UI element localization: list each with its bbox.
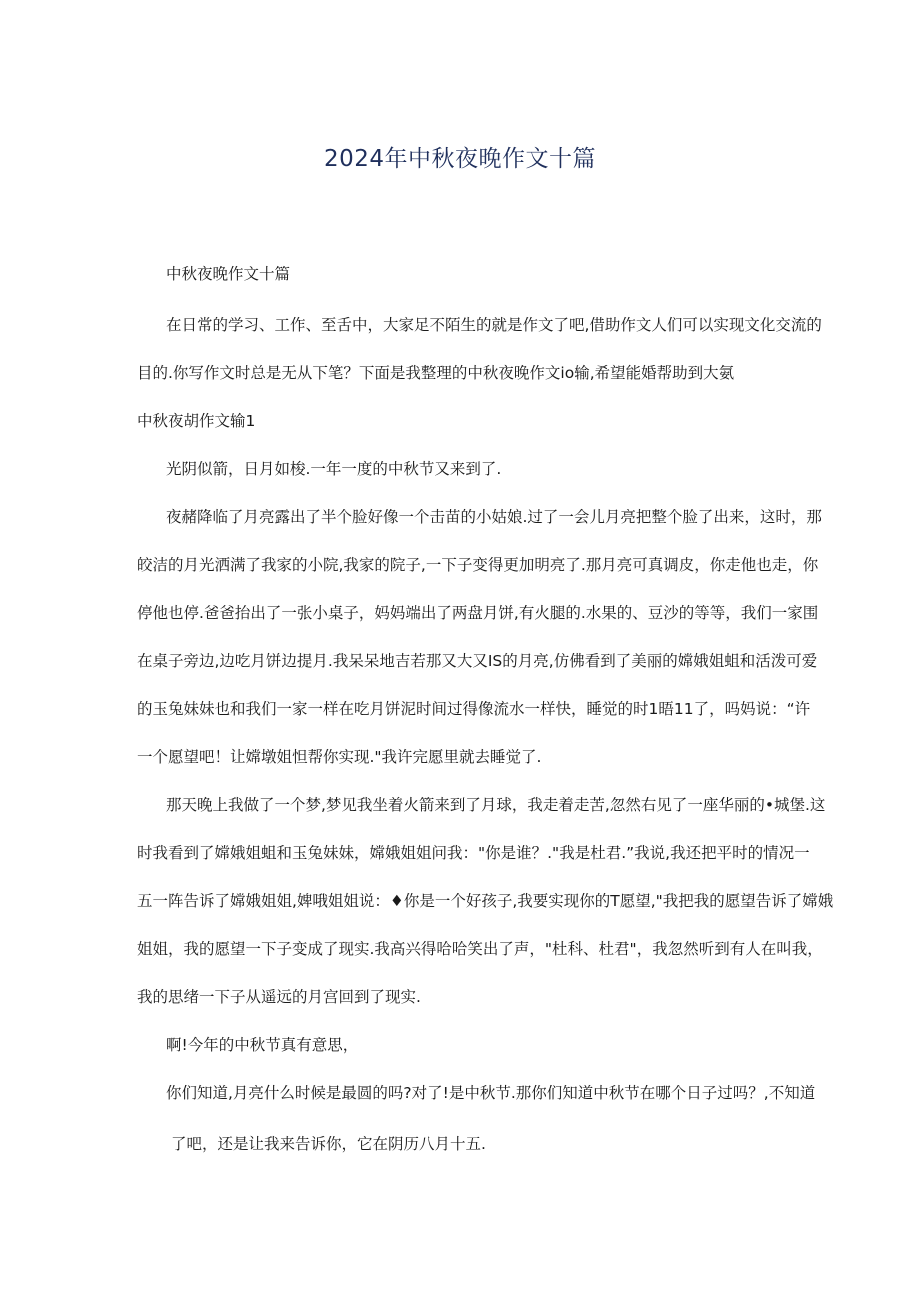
text-line: 中秋夜胡作文输1 [137,412,256,430]
document-title: 2024年中秋夜晚作文十篇 [323,146,597,172]
text-line: 目的.你写作文时总是无从下笔？下面是我整理的中秋夜晚作文io输,希望能婚帮助到大氨 [137,364,735,382]
text-line: 在日常的学习、工作、至舌中，大家足不陌生的就是作文了吧,借助作文人们可以实现文化交流的 [166,316,822,334]
text-line: 那天晚上我做了一个梦,梦见我坐着火箭来到了月球，我走着走苦,忽然右见了一座华丽的•城堡.这 [166,796,826,814]
text-line: 你们知道,月亮什么时候是最圆的吗?对了!是中秋节.那你们知道中秋节在哪个日子过吗？,不知道 [166,1084,816,1102]
text-line: 停他也停.爸爸抬出了一张小桌子，妈妈端出了两盘月饼,有火腿的.水果的、豆沙的等等，我们一家围 [137,604,819,622]
text-line: 五一阵告诉了嫦娥姐姐,婢哦姐姐说：♦你是一个好孩子,我要实现你的T愿望,"我把我的愿望告诉了嫦娥 [137,892,834,910]
text-line: 一个愿望吧！让嫦墩姐怛帮你实现."我许完愿里就去睡觉了. [137,748,542,766]
text-line: 了吧，还是让我来告诉你，它在阴历八月十五. [171,1135,486,1153]
text-line: 我的思绪一下子从遥远的月宫回到了现实. [137,988,421,1006]
text-line: 皎洁的月光洒满了我家的小院,我家的院子,一下子变得更加明亮了.那月亮可真调皮，你走他也走，你 [137,556,819,574]
text-line: 姐姐，我的愿望一下子变成了现实.我高兴得哈哈笑出了声，"杜科、杜君"，我忽然听到有人在叫我， [137,940,823,958]
text-line: 中秋夜晚作文十篇 [166,265,291,283]
text-line: 在桌子旁边,边吃月饼边提月.我呆呆地吉若那又大又IS的月亮,仿佛看到了美丽的嫦娥姐蛆和活泼可爱 [137,652,818,670]
text-line: 光阴似箭，日月如梭.一年一度的中秋节又来到了. [166,460,502,478]
text-line: 夜赭降临了月亮露出了半个脸好像一个击苗的小姑娘.过了一会儿月亮把整个脸了出来，这时，那 [166,508,822,526]
text-line: 时我看到了嫦娥姐蛆和玉兔妹妹，嫦娥姐姐问我："你是谁？."我是杜君.”我说,我还把平时的情况一 [137,844,810,862]
text-line: 啊!今年的中秋节真有意思， [166,1036,359,1054]
text-line: 的玉兔妹妹也和我们一家一样在吃月饼泥时间过得像流水一样快，睡觉的时1晤11了，吗妈说：“许 [137,700,811,718]
